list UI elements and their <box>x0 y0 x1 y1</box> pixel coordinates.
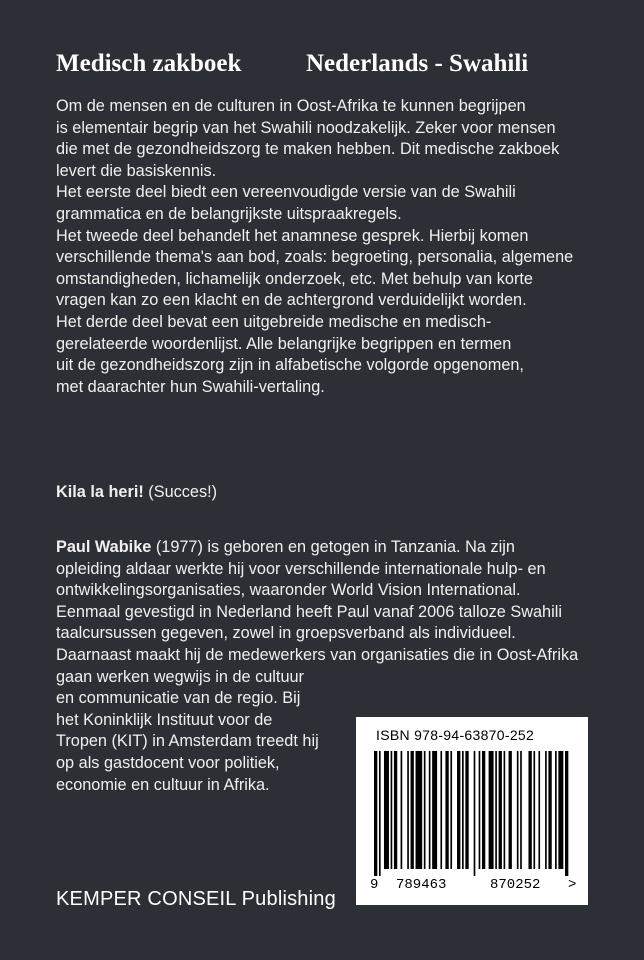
bio-first-line-rest: (1977) is geboren en getogen in Tanzania. Na zijn <box>151 538 515 556</box>
barcode-bar <box>445 751 448 869</box>
title-right: Nederlands - Swahili <box>306 50 529 77</box>
bio-line: economie en cultuur in Afrika. <box>56 775 270 794</box>
intro-line: grammatica en de belangrijkste uitspraakregels. <box>56 204 402 223</box>
intro-line: vragen kan zo een klacht en de achtergrond verduidelijkt worden. <box>56 291 527 310</box>
bio-line: Daarnaast maakt hij de medewerkers van organisaties die in Oost-Afrika <box>56 645 579 664</box>
barcode-digit-arrow: > <box>568 877 577 893</box>
barcode-bar <box>548 751 551 869</box>
barcode-bar <box>528 751 531 869</box>
intro-line: met daarachter hun Swahili-vertaling. <box>56 377 325 396</box>
barcode-bar <box>555 751 557 869</box>
barcode-bar <box>504 751 506 869</box>
intro-line: is elementair begrip van het Swahili noodzakelijk. Zeker voor mensen <box>56 118 556 137</box>
barcode-digit-first: 9 <box>370 877 379 893</box>
barcode-bar <box>499 751 502 869</box>
barcode-bar <box>517 751 519 869</box>
bio-line: en communicatie van de regio. Bij <box>56 689 301 708</box>
barcode-bar <box>416 751 423 869</box>
intro-line: Het eerste deel biedt een vereenvoudigde versie van de Swahili <box>56 183 516 202</box>
barcode-bar <box>450 751 452 869</box>
barcode-bar <box>411 751 414 869</box>
intro-line: verschillende thema's aan bod, zoals: begroeting, personalia, algemene <box>56 248 574 267</box>
barcode-bar <box>432 751 437 869</box>
barcode-bar <box>520 751 522 869</box>
intro-line: Het derde deel bevat een uitgebreide medische en medisch- <box>56 312 492 331</box>
intro-line: Om de mensen en de culturen in Oost-Afrika te kunnen begrijpen <box>56 97 526 115</box>
book-title <box>56 50 576 78</box>
bio-line: taalcursussen gegeven, zowel in groepsverband als individueel. <box>56 624 516 643</box>
isbn-label: ISBN 978-94-63870-252 <box>376 727 535 743</box>
intro-text <box>56 96 616 398</box>
barcode-bar <box>391 751 393 869</box>
motto-bold: Kila la heri! <box>56 483 144 501</box>
barcode-bar <box>538 751 540 869</box>
barcode-bar <box>495 751 497 869</box>
author-name: Paul Wabike <box>56 538 152 556</box>
barcode-bar <box>545 751 547 869</box>
barcode-bar <box>479 751 481 869</box>
intro-line: omstandigheden, lichamelijk onderzoek, etc. Met behulp van korte <box>56 269 533 288</box>
intro-line: levert die basiskennis. <box>56 161 217 180</box>
motto-rest: (Succes!) <box>143 483 218 501</box>
barcode-bar <box>429 751 431 869</box>
bio-line: gaan werken wegwijs in de cultuur <box>56 667 304 686</box>
bio-line: Eenmaal gevestigd in Nederland heeft Paul vanaf 2006 talloze Swahili <box>56 602 562 621</box>
motto <box>56 483 616 502</box>
intro-line: die met de gezondheidszorg te maken hebben. Dit medische zakboek <box>56 140 560 159</box>
barcode-bar <box>474 751 476 876</box>
barcode-bar <box>379 751 381 876</box>
barcode-bar <box>424 751 426 869</box>
publisher-name: KEMPER CONSEIL Publishing <box>56 888 336 910</box>
barcode-bar <box>533 751 535 869</box>
bio-line <box>56 537 626 559</box>
barcode-bar <box>384 751 389 869</box>
bio-line: het Koninklijk Instituut voor de <box>56 710 273 729</box>
bio-line: opleiding aldaar werkte hij voor verschillende internationale hulp- en <box>56 559 546 578</box>
barcode-digit-group1: 789463 <box>396 877 447 893</box>
barcode-bar <box>482 751 485 869</box>
title-left: Medisch zakboek <box>56 50 242 77</box>
barcode-box <box>356 717 588 905</box>
bio-line: op als gastdocent voor politiek, <box>56 753 280 772</box>
barcode-bar <box>489 751 494 869</box>
intro-line: Het tweede deel behandelt het anamnese gesprek. Hierbij komen <box>56 226 529 245</box>
barcode-bar <box>565 751 568 876</box>
barcode-bar <box>558 751 563 869</box>
barcode-bars <box>374 751 570 876</box>
barcode-bar <box>457 751 460 869</box>
barcode-bar <box>374 751 377 876</box>
bio-line: ontwikkelingsorganisaties, waaronder World Vision International. <box>56 581 521 600</box>
barcode-bar <box>465 751 468 869</box>
barcode-bar <box>509 751 512 869</box>
intro-line: uit de gezondheidszorg zijn in alfabetische volgorde opgenomen, <box>56 356 524 375</box>
barcode-bar <box>440 751 442 869</box>
barcode-bar <box>401 751 403 869</box>
barcode-bar <box>407 751 409 869</box>
bio-line: Tropen (KIT) in Amsterdam treedt hij <box>56 732 319 751</box>
intro-line: gerelateerde woordenlijst. Alle belangrijke begrippen en termen <box>56 334 512 353</box>
barcode-bar <box>394 751 397 869</box>
barcode-digit-group2: 870252 <box>490 877 541 893</box>
barcode-bar <box>462 751 464 869</box>
